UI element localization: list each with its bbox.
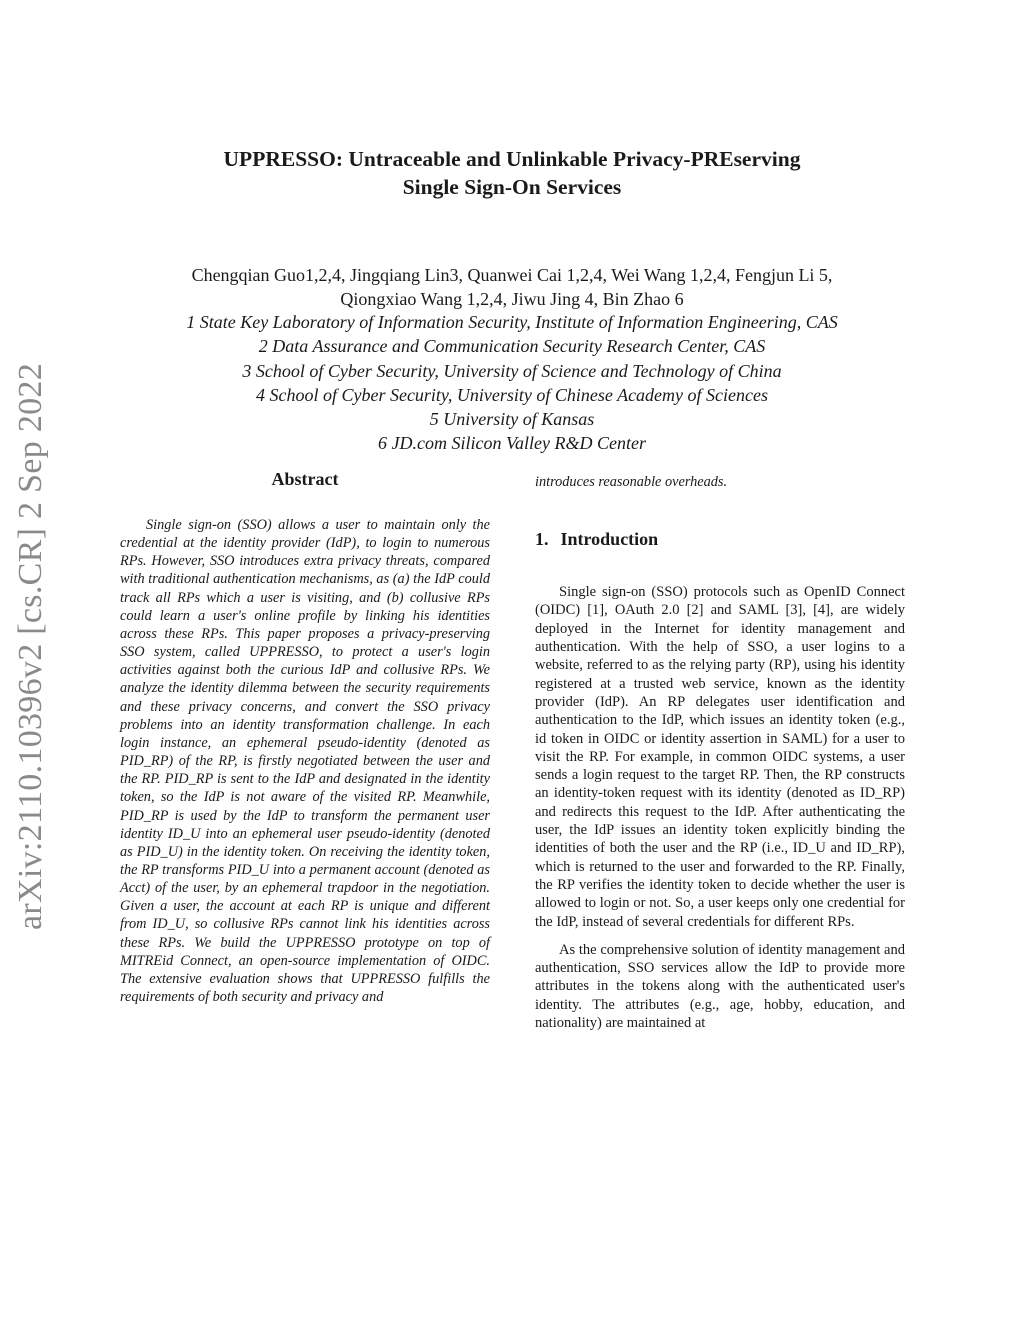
intro-paragraph-2: As the comprehensive solution of identity management and authentication, SSO services allow the IdP to provide more attributes in the tokens along with the authenticated user's identity. The attributes (e.g., age, hobby, education, and nationality) are maintained at — [535, 941, 905, 1031]
section-title: Introduction — [560, 529, 659, 550]
section-heading-introduction — [535, 527, 905, 551]
abstract-continuation: introduces reasonable overheads. — [535, 474, 728, 490]
abstract-heading: Abstract — [271, 469, 339, 489]
author-list — [0, 263, 1024, 311]
right-column — [535, 466, 905, 1032]
affiliation-5: 5 University of Kansas — [429, 409, 595, 430]
affiliation-3: 3 School of Cyber Security, University of Science and Technology of China — [242, 360, 782, 381]
left-column — [120, 466, 490, 1021]
title-line-1: UPPRESSO: Untraceable and Unlinkable Privacy-PREserving — [223, 147, 801, 171]
paper-title — [0, 145, 1024, 201]
authors-line-2: Qiongxiao Wang 1,2,4, Jiwu Jing 4, Bin Zhao 6 — [340, 289, 684, 309]
affiliation-1: 1 State Key Laboratory of Information Security, Institute of Information Engineering, CAS — [186, 312, 838, 332]
affiliation-2: 2 Data Assurance and Communication Security Research Center, CAS — [258, 336, 766, 357]
affiliation-6: 6 JD.com Silicon Valley R&D Center — [378, 433, 646, 454]
section-number: 1. — [535, 529, 549, 550]
abstract-body: Single sign-on (SSO) allows a user to maintain only the credential at the identity provider (IdP), to login to numerous RPs. However, SSO introduces extra privacy threats, compared with traditional authentication mechanisms, as (a) the IdP could track all RPs which a user is visiting, and (b) collusive RPs could learn a user's online profile by linking his identities across these RPs. This paper proposes a privacy-preserving SSO system, called UPPRESSO, to protect a user's login activities against both the curious IdP and collusive RPs. We analyze the identity dilemma between the security requirements and these privacy concerns, and convert the SSO privacy problems into an identity transformation challenge. In each login instance, an ephemeral pseudo-identity (denoted as PID_RP) of the RP, is firstly negotiated between the user and the RP. PID_RP is sent to the IdP and designated in the identity token, so the IdP is not aware of the visited RP. Meanwhile, PID_RP is used by the IdP to transform the permanent user identity ID_U into an ephemeral user pseudo-identity (denoted as PID_U) in the identity token. On receiving the identity token, the RP transforms PID_U into a permanent account (denoted as Acct) of the user, by an ephemeral trapdoor in the negotiation. Given a user, the account at each RP is unique and different from ID_U, so collusive RPs cannot link his identities across these RPs. We build the UPPRESSO prototype on top of MITREid Connect, an open-source implementation of OIDC. The extensive evaluation shows that UPPRESSO fulfills the requirements of both security and privacy and — [120, 517, 490, 1006]
arxiv-identifier-stamp: arXiv:2110.10396v2 [cs.CR] 2 Sep 2022 — [12, 362, 49, 930]
authors-line-1: Chengqian Guo1,2,4, Jingqiang Lin3, Quanwei Cai 1,2,4, Wei Wang 1,2,4, Fengjun Li 5, — [191, 265, 833, 285]
affiliation-4: 4 School of Cyber Security, University of Chinese Academy of Sciences — [255, 384, 769, 405]
intro-paragraph-1: Single sign-on (SSO) protocols such as OpenID Connect (OIDC) [1], OAuth 2.0 [2] and SAML [3], [4], are widely deployed in the Internet for identity management and authentication. With the help of SSO, a user logins to a website, referred to as the relying party (RP), using his identity registered at a trusted web service, known as the identity provider (IdP). An RP delegates user identification and authentication to the IdP, which issues an identity token (e.g., id token in OIDC or identity assertion in SAML) for a user to visit the RP. For example, in common OIDC systems, a user sends a login request to the target RP. Then, the RP constructs an identity-token request with its identity (denoted as ID_RP) and redirects this request to the IdP. After authenticating the user, the IdP issues an identity token explicitly binding the identities of both the user and the RP (i.e., ID_U and ID_RP), which is returned to the user and forwarded to the RP. Finally, the RP verifies the identity token to decide whether the user is allowed to login or not. So, a user keeps only one credential for the IdP, instead of several credentials for different RPs. — [535, 584, 905, 930]
title-line-2: Single Sign-On Services — [402, 175, 622, 199]
affiliations — [0, 310, 1024, 456]
